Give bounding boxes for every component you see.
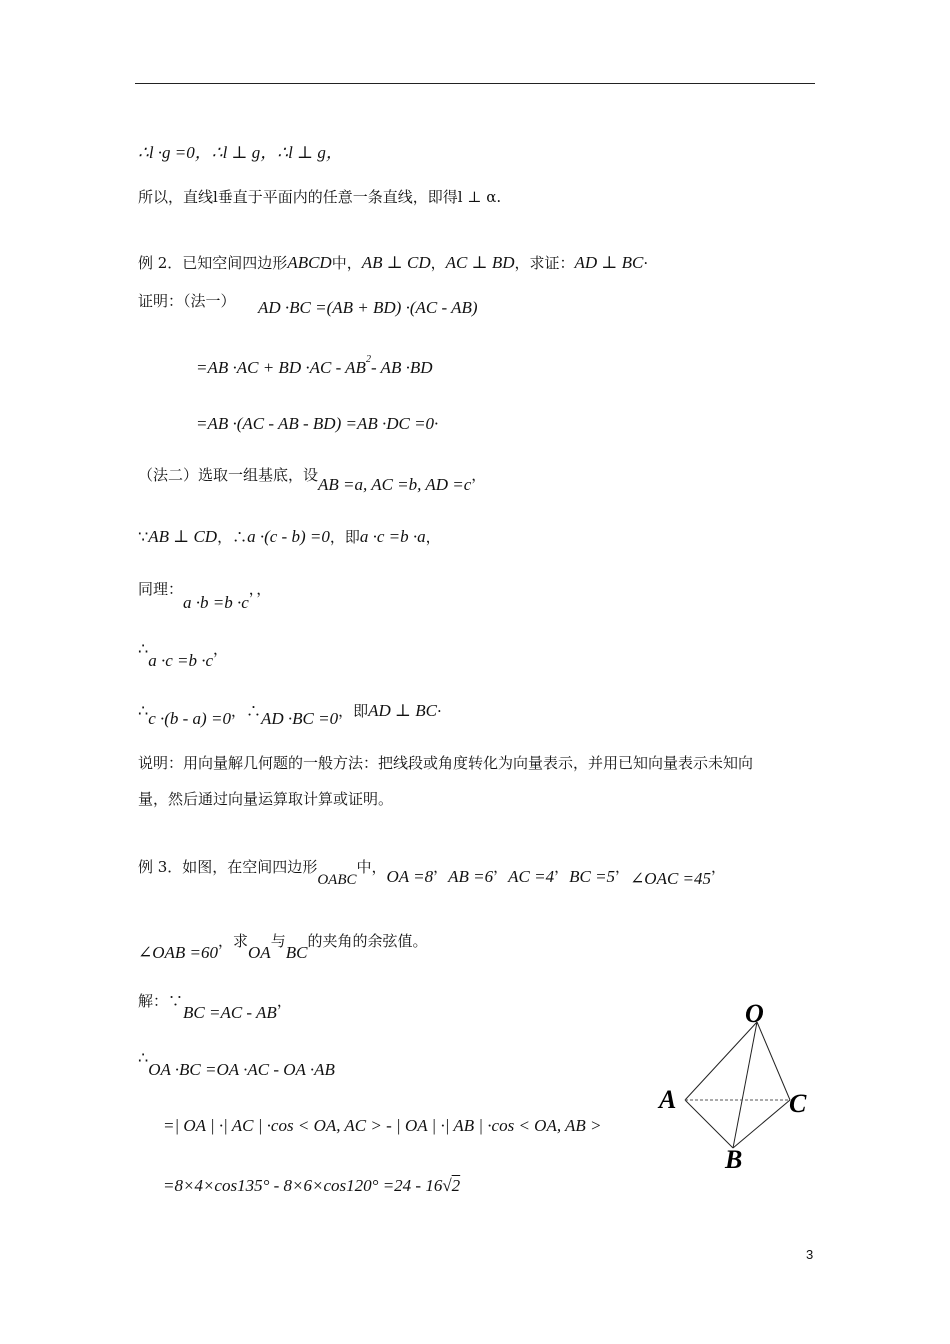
step1-cond: AB ⊥ CD <box>148 527 218 546</box>
ex2-in: 中， <box>331 254 362 272</box>
proof-method1-eq1: AD ·BC =(AB + BD) ·(AC - AB) <box>258 298 478 317</box>
note-line1: 说明：用向量解几何题的一般方法：把线段或角度转化为向量表示，并用已知向量表示未知向 <box>138 754 754 772</box>
solution-sep: ， <box>276 992 292 1010</box>
similarly-label: 同理： <box>138 580 184 598</box>
ex3-find: ，求 <box>218 932 249 950</box>
label-a: A <box>659 1085 677 1114</box>
label-c: C <box>789 1089 807 1118</box>
ex2-goal: AD ⊥ BC <box>574 253 644 272</box>
ex3-bc: BC =5 <box>569 867 616 886</box>
eq2-square: 2 <box>365 354 371 365</box>
proof-method2-line <box>138 464 487 494</box>
ex3-sep1: ， <box>433 858 449 876</box>
step2-eq: a ·c =b ·c <box>148 651 213 670</box>
tetrahedron-figure <box>655 1000 825 1175</box>
ex2-cond2: AC ⊥ BD <box>445 253 515 272</box>
example3-statement-cont <box>138 930 428 962</box>
therefore-symbol-2: ∴ <box>138 701 149 720</box>
ex2-quad: ABCD <box>287 253 332 272</box>
step1-result: a ·c =b ·a <box>359 527 426 546</box>
example2-statement <box>138 252 648 273</box>
because-symbol: ∵ <box>138 527 149 546</box>
page-number: 3 <box>806 1247 814 1262</box>
edge-cb <box>733 1100 790 1148</box>
step3-ie: ，即 <box>338 702 369 720</box>
ex3-angle-oac: ∠OAC =45 <box>630 869 712 888</box>
similarly-sep: ，， <box>248 580 272 598</box>
edge-ab <box>685 1100 733 1148</box>
label-o: O <box>745 1000 764 1028</box>
method2-sep: ， <box>471 466 487 484</box>
sqrt-sign: √ <box>442 1176 452 1195</box>
method2-similarly <box>138 578 272 612</box>
solution-line1 <box>138 990 292 1022</box>
step1-eq: a ·(c - b) =0 <box>247 527 330 546</box>
ex3-vec-bc: BC <box>285 943 308 962</box>
ex3-oa: OA =8 <box>386 867 434 886</box>
ex2-cond1: AB ⊥ CD <box>361 253 431 272</box>
proof-method1-eq2 <box>196 354 433 378</box>
edge-oc <box>757 1022 790 1100</box>
ex2-sep1: ， <box>430 254 446 272</box>
proof-method1-eq3: =AB ·(AC - AB - BD) =AB ·DC =0· <box>196 414 439 433</box>
ex2-dot: · <box>643 254 649 272</box>
note-line2: 量，然后通过向量运算取计算或证明。 <box>138 790 394 808</box>
ex3-and: 与 <box>270 932 286 950</box>
solution-line2 <box>138 1048 335 1079</box>
eq2-main: =AB ·AC + BD ·AC - AB <box>196 358 366 377</box>
method2-step1 <box>138 526 441 547</box>
sqrt-radicand: 2 <box>451 1176 461 1195</box>
solution-bc: BC =AC - AB <box>183 1003 277 1022</box>
step3-eq1: c ·(b - a) =0 <box>148 709 231 728</box>
method2-label: （法二）选取一组基底，设 <box>138 466 319 484</box>
step3-dot: · <box>436 702 442 720</box>
ex3-sep2: ， <box>493 858 509 876</box>
step1-sep: ， <box>425 528 441 546</box>
step1-ie: ，即 <box>329 528 360 546</box>
ex3-intro: 例 3．如图，在空间四边形 <box>138 858 318 876</box>
step1-therefore: ，∴ <box>217 528 248 546</box>
ex3-ask: 的夹角的余弦值。 <box>307 932 428 950</box>
solution-line4 <box>163 1176 460 1196</box>
ex2-prove: ，求证： <box>514 254 575 272</box>
ex3-angle-oab: ∠OAB =60 <box>138 943 219 962</box>
proof-method1-label: 证明：（法一） <box>138 292 236 310</box>
line-conclusion: ∴l ·g =0，∴l ⊥ g，∴l ⊥ g， <box>138 143 343 162</box>
solution-label: 解：∵ <box>138 992 184 1010</box>
edge-ob <box>733 1022 757 1148</box>
solution-value: =8×4×cos135° - 8×6×cos120° =24 - 16 <box>163 1176 443 1195</box>
ex3-ac: AC =4 <box>508 867 555 886</box>
header-rule <box>135 83 815 84</box>
ex3-ab: AB =6 <box>448 867 494 886</box>
ex2-intro: 例 2．已知空间四边形 <box>138 254 288 272</box>
method2-basis: AB =a, AC =b, AD =c <box>318 475 472 494</box>
step3-result: AD ⊥ BC <box>368 701 437 720</box>
ex3-sep4: ， <box>615 858 631 876</box>
label-b: B <box>725 1145 743 1174</box>
therefore-symbol-3: ∴ <box>138 1048 149 1067</box>
ex3-sep5: ， <box>711 858 727 876</box>
step3-eq2: AD ·BC =0 <box>260 709 339 728</box>
step2-sep: ， <box>213 640 229 658</box>
therefore-symbol: ∴ <box>138 639 149 658</box>
method2-step2 <box>138 638 229 670</box>
eq2-tail: - AB ·BD <box>370 358 433 377</box>
ex3-sep3: ， <box>554 858 570 876</box>
solution-line3: =| OA | ·| AC | ·cos < OA, AC > - | OA | ·| AB | ·cos < OA, AB > <box>163 1116 602 1135</box>
step3-therefore: ，∴ <box>230 702 261 720</box>
ex3-quad: OABC <box>317 872 357 888</box>
solution-dot-expand: OA ·BC =OA ·AC - OA ·AB <box>148 1060 335 1079</box>
ex3-in: 中， <box>356 858 387 876</box>
ex3-vec-oa: OA <box>248 943 271 962</box>
example3-statement <box>138 856 727 888</box>
line-so-perpendicular: 所以，直线l垂直于平面内的任意一条直线，即得l ⊥ α. <box>138 188 502 206</box>
similarly-eq: a ·b =b ·c <box>183 593 249 612</box>
edge-oa <box>685 1022 757 1100</box>
method2-step3 <box>138 700 442 728</box>
